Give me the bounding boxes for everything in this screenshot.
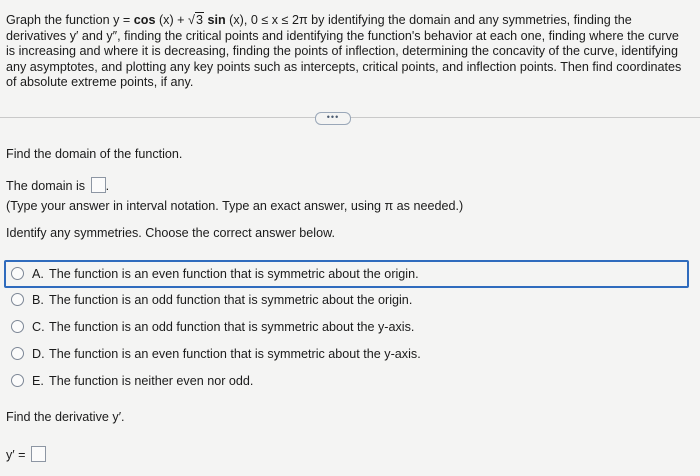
option-text: The function is an odd function that is symmetric about the y-axis. <box>49 320 415 334</box>
domain-answer-row <box>6 177 109 194</box>
problem-rest: derivatives y′ and y″, finding the critical points and identifying the function's behavior at each one, finding where the curve is increasing and where it is decreasing, finding the points of inflection, determining the concavity of the curve, identifying any asymptotes, and plotting any key points such as intercepts, critical points, and inflection points. Then find coordinates of absolute extreme points, if any. <box>6 28 682 89</box>
problem-line1-suffix: (x), 0 ≤ x ≤ 2π by identifying the domain and any symmetries, finding the <box>225 13 632 27</box>
option-letter: D. <box>32 347 45 361</box>
derivative-answer-row <box>6 446 46 463</box>
domain-period: . <box>105 179 110 193</box>
derivative-answer-input[interactable] <box>31 446 46 462</box>
option-letter: B. <box>32 293 44 307</box>
cos-term: cos <box>133 13 156 27</box>
sin-term: sin <box>203 13 226 27</box>
domain-label: The domain is <box>6 179 86 193</box>
option-letter: C. <box>32 320 45 334</box>
problem-line1-mid: (x) + <box>155 13 189 27</box>
derivative-prompt: Find the derivative y′. <box>6 410 125 424</box>
problem-statement <box>6 13 690 91</box>
sqrt-symbol: √3 <box>188 13 203 27</box>
option-letter: E. <box>32 374 44 388</box>
radio-icon[interactable] <box>11 293 24 306</box>
radio-icon[interactable] <box>11 320 24 333</box>
option-c[interactable] <box>6 315 686 339</box>
option-text: The function is an odd function that is symmetric about the origin. <box>49 293 413 307</box>
option-text: The function is an even function that is symmetric about the origin. <box>49 267 419 281</box>
problem-line1-prefix: Graph the function y = <box>6 13 134 27</box>
radio-icon[interactable] <box>11 374 24 387</box>
option-d[interactable] <box>6 342 686 366</box>
option-letter: A. <box>32 267 44 281</box>
option-b[interactable] <box>6 288 686 312</box>
sqrt-radicand: 3 <box>195 13 203 27</box>
derivative-label: y′ = <box>6 448 26 462</box>
symmetry-prompt: Identify any symmetries. Choose the correct answer below. <box>6 226 335 240</box>
radio-icon[interactable] <box>11 347 24 360</box>
option-text: The function is an even function that is symmetric about the y-axis. <box>49 347 421 361</box>
option-a[interactable] <box>4 260 689 288</box>
expand-more-button[interactable]: ••• <box>315 112 351 125</box>
domain-prompt: Find the domain of the function. <box>6 147 183 161</box>
option-text: The function is neither even nor odd. <box>49 374 254 388</box>
domain-hint: (Type your answer in interval notation. Type an exact answer, using π as needed.) <box>6 199 464 213</box>
option-e[interactable] <box>6 369 686 393</box>
domain-answer-input[interactable] <box>91 177 106 193</box>
radio-icon[interactable] <box>11 267 24 280</box>
